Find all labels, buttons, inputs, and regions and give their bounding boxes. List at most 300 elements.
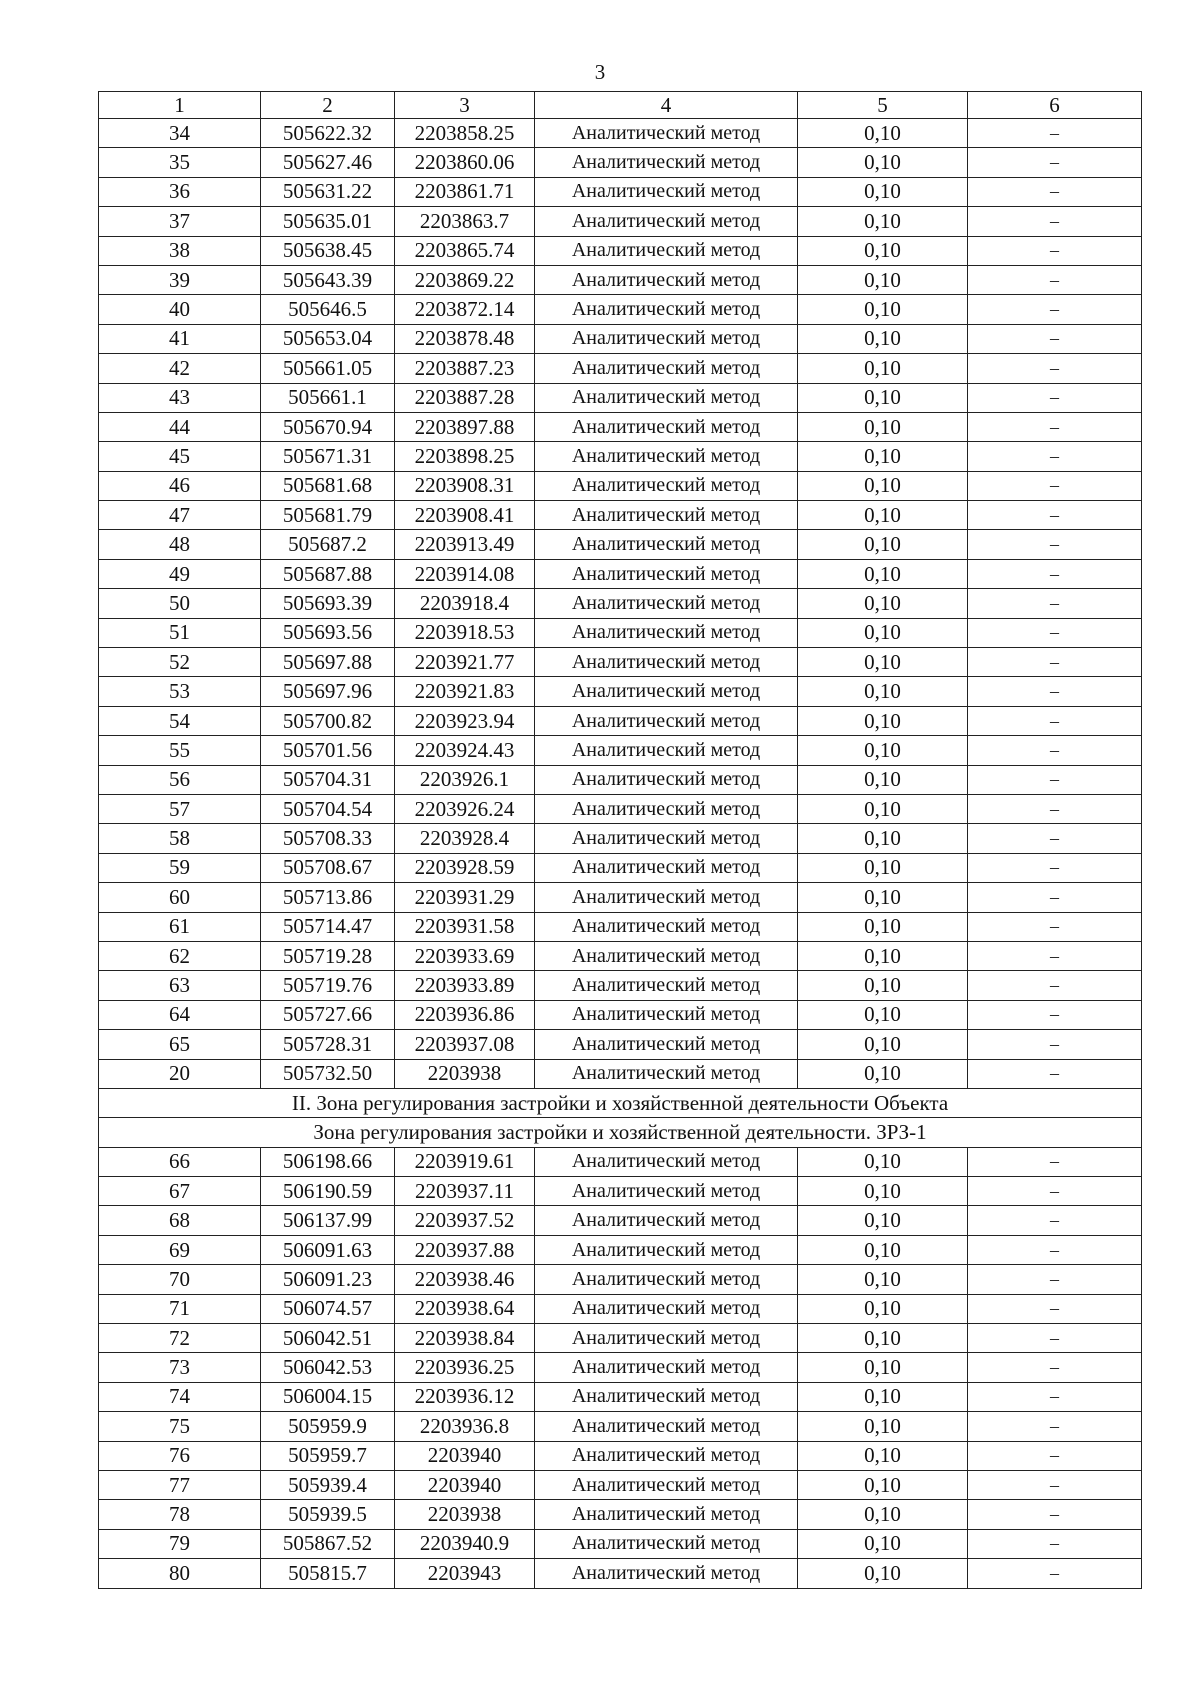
coordinate-x-cell: 505661.1 [261,383,395,412]
accuracy-cell: 0,10 [798,589,968,618]
coordinate-x-cell: 505681.79 [261,501,395,530]
subsection-heading: Зона регулирования застройки и хозяйственной деятельности. ЗРЗ-1 [99,1118,1142,1147]
accuracy-cell: 0,10 [798,1030,968,1059]
table-row [99,971,1142,1000]
coordinate-x-cell: 505714.47 [261,912,395,941]
point-number-cell: 54 [99,706,261,735]
accuracy-cell: 0,10 [798,471,968,500]
coordinate-x-cell: 506074.57 [261,1294,395,1323]
coordinate-x-cell: 505867.52 [261,1529,395,1558]
coordinate-x-cell: 505681.68 [261,471,395,500]
coordinate-x-cell: 505727.66 [261,1000,395,1029]
coordinate-x-cell: 505708.33 [261,824,395,853]
point-number-cell: 70 [99,1265,261,1294]
table-row [99,794,1142,823]
accuracy-cell: 0,10 [798,765,968,794]
accuracy-cell: 0,10 [798,442,968,471]
coordinate-y-cell: 2203928.59 [395,853,535,882]
column-header: 6 [968,92,1142,119]
coordinate-y-cell: 2203933.89 [395,971,535,1000]
method-cell: Аналитический метод [535,706,798,735]
method-cell: Аналитический метод [535,618,798,647]
coordinate-y-cell: 2203940 [395,1470,535,1499]
point-number-cell: 59 [99,853,261,882]
accuracy-cell: 0,10 [798,383,968,412]
note-cell: – [968,824,1142,853]
table-row [99,1265,1142,1294]
method-cell: Аналитический метод [535,883,798,912]
coordinate-y-cell: 2203938 [395,1059,535,1088]
accuracy-cell: 0,10 [798,1235,968,1264]
table-row [99,1206,1142,1235]
point-number-cell: 72 [99,1324,261,1353]
method-cell: Аналитический метод [535,1059,798,1088]
method-cell: Аналитический метод [535,471,798,500]
accuracy-cell: 0,10 [798,177,968,206]
table-row [99,677,1142,706]
accuracy-cell: 0,10 [798,265,968,294]
coordinate-y-cell: 2203860.06 [395,148,535,177]
point-number-cell: 52 [99,648,261,677]
point-number-cell: 36 [99,177,261,206]
point-number-cell: 75 [99,1412,261,1441]
method-cell: Аналитический метод [535,177,798,206]
note-cell: – [968,1559,1142,1588]
method-cell: Аналитический метод [535,1324,798,1353]
accuracy-cell: 0,10 [798,1529,968,1558]
note-cell: – [968,119,1142,148]
point-number-cell: 49 [99,559,261,588]
coordinate-x-cell: 505622.32 [261,119,395,148]
coordinate-y-cell: 2203926.1 [395,765,535,794]
accuracy-cell: 0,10 [798,1059,968,1088]
method-cell: Аналитический метод [535,119,798,148]
coordinate-y-cell: 2203897.88 [395,412,535,441]
section-heading: II. Зона регулирования застройки и хозяйственной деятельности Объекта [99,1088,1142,1117]
coordinate-y-cell: 2203936.12 [395,1382,535,1411]
coordinate-y-cell: 2203937.11 [395,1177,535,1206]
note-cell: – [968,295,1142,324]
column-header: 1 [99,92,261,119]
coordinate-x-cell: 505719.76 [261,971,395,1000]
note-cell: – [968,324,1142,353]
accuracy-cell: 0,10 [798,501,968,530]
coordinate-y-cell: 2203938 [395,1500,535,1529]
coordinate-x-cell: 506004.15 [261,1382,395,1411]
table-row [99,765,1142,794]
note-cell: – [968,471,1142,500]
accuracy-cell: 0,10 [798,794,968,823]
point-number-cell: 60 [99,883,261,912]
coordinate-y-cell: 2203924.43 [395,736,535,765]
table-row [99,1000,1142,1029]
note-cell: – [968,559,1142,588]
table-row [99,912,1142,941]
point-number-cell: 78 [99,1500,261,1529]
point-number-cell: 55 [99,736,261,765]
table-row [99,501,1142,530]
accuracy-cell: 0,10 [798,618,968,647]
coordinate-y-cell: 2203926.24 [395,794,535,823]
note-cell: – [968,1030,1142,1059]
table-row [99,1441,1142,1470]
point-number-cell: 44 [99,412,261,441]
coordinate-x-cell: 505728.31 [261,1030,395,1059]
note-cell: – [968,677,1142,706]
coordinate-y-cell: 2203921.77 [395,648,535,677]
note-cell: – [968,765,1142,794]
coordinate-x-cell: 505631.22 [261,177,395,206]
coordinate-x-cell: 506198.66 [261,1147,395,1176]
table-row [99,1177,1142,1206]
table-row [99,442,1142,471]
coordinate-y-cell: 2203933.69 [395,941,535,970]
note-cell: – [968,1529,1142,1558]
method-cell: Аналитический метод [535,971,798,1000]
coordinate-x-cell: 506137.99 [261,1206,395,1235]
accuracy-cell: 0,10 [798,559,968,588]
coordinate-y-cell: 2203940.9 [395,1529,535,1558]
point-number-cell: 66 [99,1147,261,1176]
note-cell: – [968,1059,1142,1088]
accuracy-cell: 0,10 [798,324,968,353]
note-cell: – [968,148,1142,177]
point-number-cell: 39 [99,265,261,294]
coordinate-y-cell: 2203937.52 [395,1206,535,1235]
table-row [99,295,1142,324]
accuracy-cell: 0,10 [798,824,968,853]
coordinate-x-cell: 505732.50 [261,1059,395,1088]
method-cell: Аналитический метод [535,1177,798,1206]
point-number-cell: 77 [99,1470,261,1499]
coordinate-y-cell: 2203936.86 [395,1000,535,1029]
note-cell: – [968,1382,1142,1411]
column-header: 5 [798,92,968,119]
accuracy-cell: 0,10 [798,119,968,148]
page-number: 3 [594,60,606,84]
accuracy-cell: 0,10 [798,912,968,941]
column-header: 4 [535,92,798,119]
coordinate-y-cell: 2203861.71 [395,177,535,206]
note-cell: – [968,442,1142,471]
point-number-cell: 42 [99,354,261,383]
point-number-cell: 68 [99,1206,261,1235]
table-row [99,824,1142,853]
method-cell: Аналитический метод [535,354,798,383]
coordinate-x-cell: 505638.45 [261,236,395,265]
table-row [99,1059,1142,1088]
coordinate-y-cell: 2203921.83 [395,677,535,706]
coordinate-y-cell: 2203919.61 [395,1147,535,1176]
note-cell: – [968,736,1142,765]
subsection-heading-row [99,1118,1142,1147]
coordinate-x-cell: 506091.63 [261,1235,395,1264]
table-row [99,1529,1142,1558]
table-row [99,618,1142,647]
point-number-cell: 35 [99,148,261,177]
table-row [99,589,1142,618]
point-number-cell: 45 [99,442,261,471]
coordinate-y-cell: 2203937.08 [395,1030,535,1059]
point-number-cell: 40 [99,295,261,324]
point-number-cell: 46 [99,471,261,500]
note-cell: – [968,1235,1142,1264]
coordinate-y-cell: 2203923.94 [395,706,535,735]
coordinate-y-cell: 2203928.4 [395,824,535,853]
point-number-cell: 74 [99,1382,261,1411]
note-cell: – [968,1470,1142,1499]
coordinate-x-cell: 505653.04 [261,324,395,353]
table-row [99,1147,1142,1176]
point-number-cell: 43 [99,383,261,412]
coordinate-x-cell: 505693.39 [261,589,395,618]
method-cell: Аналитический метод [535,295,798,324]
coordinate-x-cell: 505700.82 [261,706,395,735]
method-cell: Аналитический метод [535,1382,798,1411]
coordinate-y-cell: 2203938.64 [395,1294,535,1323]
method-cell: Аналитический метод [535,1412,798,1441]
note-cell: – [968,794,1142,823]
accuracy-cell: 0,10 [798,1470,968,1499]
note-cell: – [968,383,1142,412]
point-number-cell: 56 [99,765,261,794]
note-cell: – [968,706,1142,735]
table-row [99,648,1142,677]
note-cell: – [968,912,1142,941]
accuracy-cell: 0,10 [798,706,968,735]
table-row [99,265,1142,294]
table-row [99,1294,1142,1323]
coordinates-table [98,91,1142,1589]
coordinate-y-cell: 2203931.58 [395,912,535,941]
method-cell: Аналитический метод [535,1441,798,1470]
table-row [99,1353,1142,1382]
note-cell: – [968,1000,1142,1029]
accuracy-cell: 0,10 [798,941,968,970]
coordinate-y-cell: 2203940 [395,1441,535,1470]
method-cell: Аналитический метод [535,324,798,353]
table-row [99,1382,1142,1411]
coordinate-x-cell: 505627.46 [261,148,395,177]
method-cell: Аналитический метод [535,148,798,177]
note-cell: – [968,1353,1142,1382]
coordinate-x-cell: 505687.2 [261,530,395,559]
accuracy-cell: 0,10 [798,971,968,1000]
point-number-cell: 61 [99,912,261,941]
table-row [99,1235,1142,1264]
coordinate-y-cell: 2203943 [395,1559,535,1588]
accuracy-cell: 0,10 [798,1441,968,1470]
method-cell: Аналитический метод [535,589,798,618]
accuracy-cell: 0,10 [798,148,968,177]
section-headings [99,1088,1142,1147]
point-number-cell: 53 [99,677,261,706]
method-cell: Аналитический метод [535,236,798,265]
method-cell: Аналитический метод [535,794,798,823]
point-number-cell: 58 [99,824,261,853]
note-cell: – [968,853,1142,882]
accuracy-cell: 0,10 [798,1382,968,1411]
coordinate-y-cell: 2203863.7 [395,207,535,236]
note-cell: – [968,1500,1142,1529]
coordinate-y-cell: 2203872.14 [395,295,535,324]
point-number-cell: 20 [99,1059,261,1088]
accuracy-cell: 0,10 [798,207,968,236]
method-cell: Аналитический метод [535,1559,798,1588]
accuracy-cell: 0,10 [798,677,968,706]
point-number-cell: 69 [99,1235,261,1264]
method-cell: Аналитический метод [535,912,798,941]
note-cell: – [968,1294,1142,1323]
coordinate-y-cell: 2203937.88 [395,1235,535,1264]
accuracy-cell: 0,10 [798,1559,968,1588]
accuracy-cell: 0,10 [798,1500,968,1529]
method-cell: Аналитический метод [535,501,798,530]
method-cell: Аналитический метод [535,383,798,412]
table-row [99,324,1142,353]
accuracy-cell: 0,10 [798,648,968,677]
point-number-cell: 47 [99,501,261,530]
method-cell: Аналитический метод [535,1147,798,1176]
method-cell: Аналитический метод [535,765,798,794]
method-cell: Аналитический метод [535,1470,798,1499]
point-number-cell: 34 [99,119,261,148]
accuracy-cell: 0,10 [798,736,968,765]
method-cell: Аналитический метод [535,1235,798,1264]
coordinate-x-cell: 505646.5 [261,295,395,324]
note-cell: – [968,1177,1142,1206]
method-cell: Аналитический метод [535,736,798,765]
method-cell: Аналитический метод [535,1030,798,1059]
note-cell: – [968,1324,1142,1353]
note-cell: – [968,501,1142,530]
method-cell: Аналитический метод [535,1529,798,1558]
point-number-cell: 71 [99,1294,261,1323]
coordinate-x-cell: 505815.7 [261,1559,395,1588]
table-row [99,383,1142,412]
note-cell: – [968,589,1142,618]
accuracy-cell: 0,10 [798,1294,968,1323]
coordinate-x-cell: 505670.94 [261,412,395,441]
note-cell: – [968,177,1142,206]
coordinate-x-cell: 505697.96 [261,677,395,706]
coordinate-x-cell: 506042.53 [261,1353,395,1382]
note-cell: – [968,1441,1142,1470]
method-cell: Аналитический метод [535,1000,798,1029]
table-row [99,736,1142,765]
accuracy-cell: 0,10 [798,1206,968,1235]
coordinate-x-cell: 505939.4 [261,1470,395,1499]
note-cell: – [968,265,1142,294]
method-cell: Аналитический метод [535,1353,798,1382]
note-cell: – [968,941,1142,970]
table-row [99,559,1142,588]
note-cell: – [968,207,1142,236]
accuracy-cell: 0,10 [798,1353,968,1382]
point-number-cell: 38 [99,236,261,265]
coordinate-x-cell: 506042.51 [261,1324,395,1353]
accuracy-cell: 0,10 [798,1412,968,1441]
point-number-cell: 41 [99,324,261,353]
table-row [99,148,1142,177]
note-cell: – [968,971,1142,1000]
point-number-cell: 73 [99,1353,261,1382]
coordinate-y-cell: 2203908.41 [395,501,535,530]
table-row [99,119,1142,148]
coordinate-x-cell: 505635.01 [261,207,395,236]
coordinate-y-cell: 2203913.49 [395,530,535,559]
accuracy-cell: 0,10 [798,295,968,324]
accuracy-cell: 0,10 [798,1265,968,1294]
accuracy-cell: 0,10 [798,853,968,882]
method-cell: Аналитический метод [535,941,798,970]
coordinate-x-cell: 505959.7 [261,1441,395,1470]
accuracy-cell: 0,10 [798,883,968,912]
coordinate-x-cell: 505704.31 [261,765,395,794]
accuracy-cell: 0,10 [798,1000,968,1029]
point-number-cell: 79 [99,1529,261,1558]
table-header-row [99,92,1142,119]
method-cell: Аналитический метод [535,1500,798,1529]
section-heading-row [99,1088,1142,1117]
method-cell: Аналитический метод [535,530,798,559]
table-row [99,354,1142,383]
table-row [99,236,1142,265]
point-number-cell: 48 [99,530,261,559]
note-cell: – [968,883,1142,912]
table-row [99,941,1142,970]
coordinate-y-cell: 2203865.74 [395,236,535,265]
point-number-cell: 76 [99,1441,261,1470]
note-cell: – [968,618,1142,647]
coordinate-y-cell: 2203878.48 [395,324,535,353]
point-number-cell: 37 [99,207,261,236]
point-number-cell: 65 [99,1030,261,1059]
coordinate-x-cell: 505959.9 [261,1412,395,1441]
coordinate-x-cell: 505701.56 [261,736,395,765]
accuracy-cell: 0,10 [798,412,968,441]
method-cell: Аналитический метод [535,265,798,294]
method-cell: Аналитический метод [535,207,798,236]
table-row [99,412,1142,441]
method-cell: Аналитический метод [535,442,798,471]
coordinate-x-cell: 506190.59 [261,1177,395,1206]
point-number-cell: 57 [99,794,261,823]
method-cell: Аналитический метод [535,412,798,441]
accuracy-cell: 0,10 [798,1324,968,1353]
coordinate-x-cell: 505939.5 [261,1500,395,1529]
coordinate-x-cell: 505719.28 [261,941,395,970]
note-cell: – [968,1412,1142,1441]
point-number-cell: 62 [99,941,261,970]
accuracy-cell: 0,10 [798,1177,968,1206]
coordinate-y-cell: 2203918.53 [395,618,535,647]
coordinate-y-cell: 2203898.25 [395,442,535,471]
coordinate-x-cell: 505704.54 [261,794,395,823]
table-row [99,1470,1142,1499]
coordinate-y-cell: 2203936.25 [395,1353,535,1382]
table-body-part1 [99,119,1142,1089]
coordinate-x-cell: 505661.05 [261,354,395,383]
coordinate-y-cell: 2203887.23 [395,354,535,383]
point-number-cell: 63 [99,971,261,1000]
note-cell: – [968,1265,1142,1294]
coordinate-y-cell: 2203918.4 [395,589,535,618]
table-row [99,207,1142,236]
note-cell: – [968,530,1142,559]
coordinate-x-cell: 505713.86 [261,883,395,912]
point-number-cell: 64 [99,1000,261,1029]
